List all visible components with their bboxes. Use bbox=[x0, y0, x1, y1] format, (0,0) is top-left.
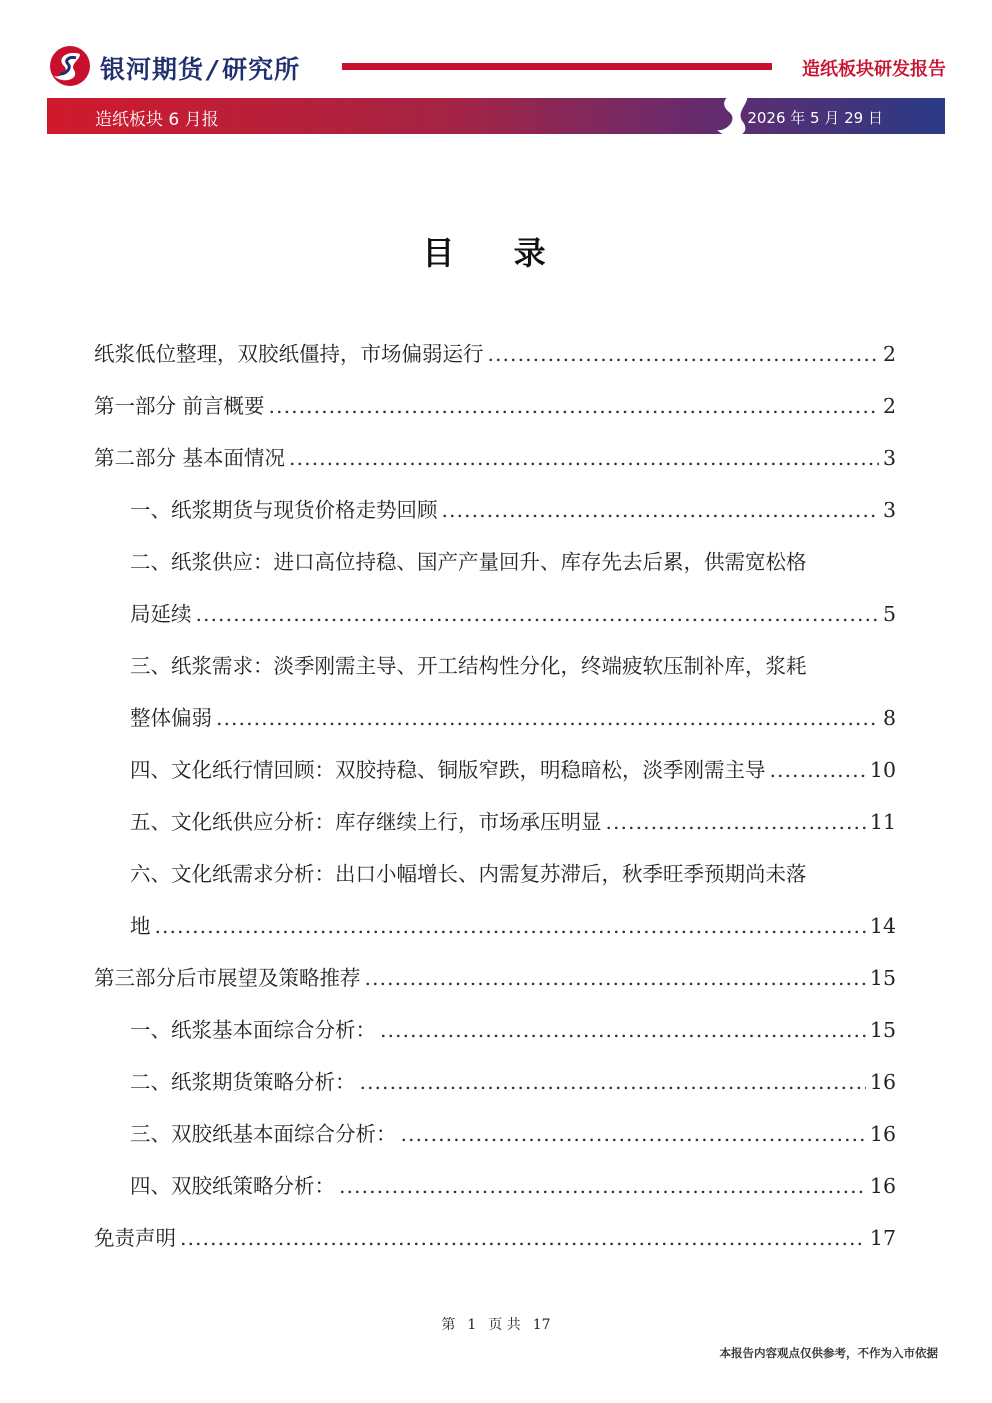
toc-entry[interactable] bbox=[94, 1212, 896, 1264]
toc-entry-label: 五、文化纸供应分析：库存继续上行，市场承压明显 bbox=[130, 810, 602, 834]
toc-entry[interactable] bbox=[94, 328, 896, 380]
toc-entry[interactable] bbox=[94, 432, 896, 484]
footer-page-prefix: 第 bbox=[441, 1317, 456, 1333]
toc-leader bbox=[380, 1004, 866, 1056]
toc-leader bbox=[401, 1108, 866, 1160]
toc-entry-label: 二、纸浆期货策略分析： bbox=[130, 1070, 356, 1094]
toc-leader bbox=[770, 744, 866, 796]
toc-entry-label-line2: 局延续 bbox=[130, 602, 192, 626]
footer-page-mid: 页 共 bbox=[488, 1317, 521, 1333]
toc-entry-page: 2 bbox=[882, 342, 896, 366]
toc-entry-page: 15 bbox=[869, 966, 896, 990]
header-red-rule bbox=[342, 63, 772, 70]
toc-leader bbox=[606, 796, 866, 848]
toc-entry-label: 第二部分 基本面情况 bbox=[94, 446, 286, 470]
toc-leader bbox=[360, 1056, 866, 1108]
toc-entry[interactable] bbox=[94, 744, 896, 796]
toc-leader bbox=[155, 900, 866, 952]
toc-entry-page: 16 bbox=[869, 1122, 896, 1146]
toc-entry-label: 三、双胶纸基本面综合分析： bbox=[130, 1122, 397, 1146]
toc-entry-label-line1: 二、纸浆供应：进口高位持稳、国产产量回升、库存先去后累，供需宽松格 bbox=[130, 550, 807, 574]
yinhe-logo-icon bbox=[46, 44, 94, 88]
toc-entry-page: 2 bbox=[882, 394, 896, 418]
toc-entry[interactable] bbox=[94, 1056, 896, 1108]
table-of-contents bbox=[94, 328, 896, 1264]
toc-leader bbox=[289, 432, 879, 484]
toc-entry-page: 16 bbox=[869, 1070, 896, 1094]
footer-page-current: 1 bbox=[467, 1317, 477, 1333]
report-type: 造纸板块研发报告 bbox=[802, 59, 946, 80]
toc-entry-label: 纸浆低位整理，双胶纸僵持，市场偏弱运行 bbox=[94, 342, 484, 366]
toc-leader bbox=[269, 380, 879, 432]
brand-separator: / bbox=[208, 55, 219, 84]
footer-disclaimer: 本报告内容观点仅供参考，不作为入市依据 bbox=[719, 1346, 938, 1360]
toc-entry[interactable] bbox=[94, 380, 896, 432]
toc-entry[interactable] bbox=[94, 640, 896, 744]
brand-main: 银河期货 bbox=[100, 55, 205, 84]
toc-entry-label-line1: 三、纸浆需求：淡季刚需主导、开工结构性分化，终端疲软压制补库，浆耗 bbox=[130, 654, 807, 678]
toc-entry-page: 5 bbox=[882, 602, 896, 626]
banner-report-title: 造纸板块 6 月报 bbox=[95, 110, 219, 130]
toc-entry[interactable] bbox=[94, 1108, 896, 1160]
toc-title: 目 录 bbox=[422, 234, 570, 272]
toc-entry-page: 16 bbox=[869, 1174, 896, 1198]
toc-leader bbox=[339, 1160, 866, 1212]
toc-entry[interactable] bbox=[94, 484, 896, 536]
toc-entry[interactable] bbox=[94, 1160, 896, 1212]
toc-entry-page: 15 bbox=[869, 1018, 896, 1042]
brand-name bbox=[100, 50, 300, 86]
toc-entry[interactable] bbox=[94, 848, 896, 952]
banner-date: 2026 年 5 月 29 日 bbox=[747, 109, 883, 127]
toc-leader bbox=[365, 952, 866, 1004]
toc-entry-label-line2: 地 bbox=[130, 914, 151, 938]
toc-entry-label: 一、纸浆期货与现货价格走势回顾 bbox=[130, 498, 438, 522]
toc-leader bbox=[216, 692, 879, 744]
toc-entry-label: 第一部分 前言概要 bbox=[94, 394, 265, 418]
toc-entry-page: 14 bbox=[869, 914, 896, 938]
brand-sub: 研究所 bbox=[222, 55, 301, 84]
toc-leader bbox=[196, 588, 879, 640]
toc-entry[interactable] bbox=[94, 952, 896, 1004]
toc-leader bbox=[180, 1212, 866, 1264]
footer-page-number bbox=[0, 1314, 992, 1334]
toc-entry-label: 四、双胶纸策略分析： bbox=[130, 1174, 335, 1198]
toc-leader bbox=[488, 328, 879, 380]
toc-entry-label: 一、纸浆基本面综合分析： bbox=[130, 1018, 376, 1042]
toc-entry-label-line2: 整体偏弱 bbox=[130, 706, 212, 730]
toc-entry-page: 3 bbox=[882, 446, 896, 470]
header-banner bbox=[47, 98, 945, 134]
toc-entry-label: 第三部分后市展望及策略推荐 bbox=[94, 966, 361, 990]
toc-entry-page: 8 bbox=[882, 706, 896, 730]
toc-entry-page: 10 bbox=[869, 758, 896, 782]
toc-entry-label-line1: 六、文化纸需求分析：出口小幅增长、内需复苏滞后，秋季旺季预期尚未落 bbox=[130, 862, 807, 886]
toc-entry[interactable] bbox=[94, 796, 896, 848]
toc-entry-page: 11 bbox=[869, 810, 896, 834]
toc-entry[interactable] bbox=[94, 1004, 896, 1056]
toc-entry-page: 17 bbox=[869, 1226, 896, 1250]
toc-entry-label: 四、文化纸行情回顾：双胶持稳、铜版窄跌，明稳暗松，淡季刚需主导 bbox=[130, 758, 766, 782]
toc-entry-page: 3 bbox=[882, 498, 896, 522]
toc-entry-label: 免责声明 bbox=[94, 1226, 176, 1250]
toc-entry[interactable] bbox=[94, 536, 896, 640]
toc-leader bbox=[442, 484, 879, 536]
footer-page-total: 17 bbox=[532, 1317, 551, 1333]
